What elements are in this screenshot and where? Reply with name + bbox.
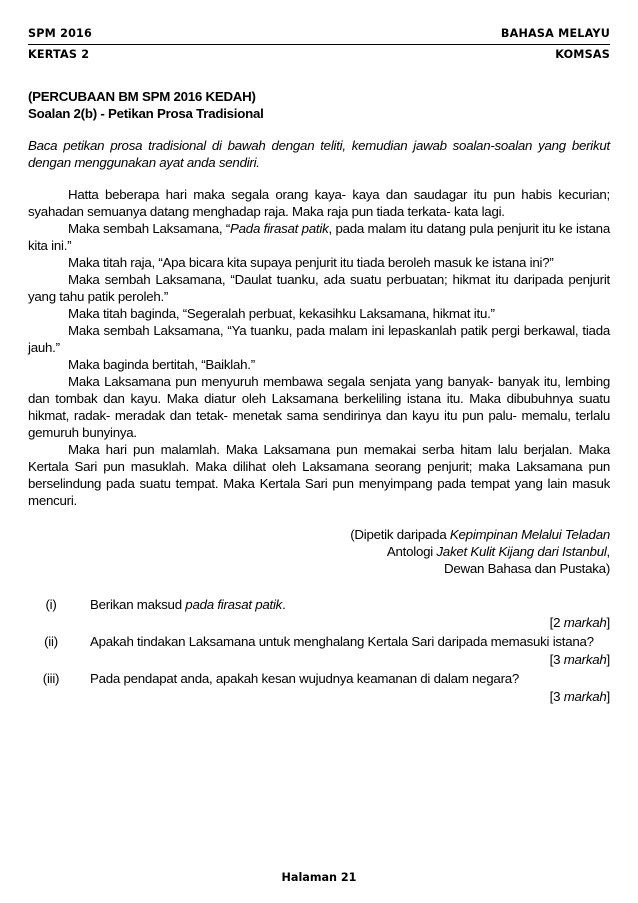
passage-paragraph: Maka titah baginda, “Segeralah perbuat, kekasihku Laksamana, hikmat itu.” [68,306,495,321]
question-marks [28,651,610,668]
passage-paragraph: Maka sembah Laksamana, “Ya tuanku, pada malam ini lepaskanlah patik pergi berkawal, tiada jauh.” [28,323,610,355]
marks-text: ] [606,689,610,704]
question-number: (iii) [42,671,60,686]
question-number: (ii) [44,634,58,649]
question-marks [28,688,610,705]
citation-line-3: Dewan Bahasa dan Pustaka) [444,561,610,576]
citation-story-title: Jaket Kulit Kijang dari Istanbul [436,544,607,559]
section-title [28,88,610,122]
header-subject-name: BAHASA MELAYU [500,27,610,40]
question-text [90,596,610,613]
page-header-top [28,27,610,41]
marks-text: ] [606,615,610,630]
question-text-part: Berikan maksud [90,597,186,612]
header-component: KOMSAS [555,48,610,61]
citation-text: , [606,544,610,559]
question-item [28,596,610,613]
question-text-part: . [282,597,286,612]
section-title-line-1: (PERCUBAAN BM SPM 2016 KEDAH) [28,89,256,104]
instruction-text: Baca petikan prosa tradisional di bawah dengan teliti, kemudian jawab soalan-soalan yang berikut dengan menggunakan ayat anda sendiri. [28,138,610,170]
citation-book-title: Kepimpinan Melalui Teladan [449,527,610,542]
question-text: Apakah tindakan Laksamana untuk menghalang Kertala Sari daripada memasuki istana? [90,634,594,649]
question-italic-phrase: pada firasat patik [185,597,283,612]
document-body [28,88,610,707]
source-citation [28,526,610,577]
passage-paragraph: Maka sembah Laksamana, “Daulat tuanku, ada suatu perbuatan; hikmat itu daripada penjurit yang tahu patik peroleh.” [28,272,610,304]
page-header-bottom [28,48,610,62]
header-divider [28,44,610,45]
question-item [28,670,610,687]
passage-paragraph: Maka hari pun malamlah. Maka Laksamana pun memakai serba hitam lalu berjalan. Maka Kertala Sari pun masuklah. Maka dilihat oleh Laksamana seorang penjurit; maka Laksamana pun berselindung pada suatu tempat. Maka Kertala Sari pun menyimpang pada tempat yang lain masuk mencuri. [28,442,610,508]
marks-text: [3 [549,652,564,667]
citation-line-1 [28,526,610,543]
question-item [28,633,610,650]
question-marks [28,614,610,631]
citation-text: Antologi [386,544,437,559]
question-list [28,596,610,705]
marks-word: markah [563,615,607,630]
question-number: (i) [45,597,57,612]
header-paper: KERTAS 2 [28,48,90,61]
marks-text: ] [606,652,610,667]
passage-paragraph: Hatta beberapa hari maka segala orang kaya- kaya dan saudagar itu pun habis kecurian; syahadan semuanya datang menghadap raja. Maka raja pun tiada terkata- kata lagi. [28,187,610,219]
citation-line-2 [28,543,610,560]
passage-paragraph: Maka titah raja, “Apa bicara kita supaya penjurit itu tiada beroleh masuk ke istana ini?” [68,255,554,270]
marks-text: [2 [549,615,564,630]
section-title-line-2: Soalan 2(b) - Petikan Prosa Tradisional [28,106,264,121]
marks-word: markah [563,652,607,667]
marks-word: markah [563,689,607,704]
passage-text: Maka sembah Laksamana, “ [68,221,231,236]
passage-paragraph: Maka baginda bertitah, “Baiklah.” [68,357,255,372]
passage-text: , pada malam itu datang pula penjurit itu ke istana kita ini.” [28,221,610,253]
passage-italic-phrase: Pada firasat patik [230,221,329,236]
prose-passage [28,186,610,509]
page-footer: Halaman 21 [281,871,357,884]
header-subject-year: SPM 2016 [28,27,93,40]
marks-text: [3 [549,689,564,704]
passage-paragraph [28,220,610,254]
citation-text: (Dipetik daripada [350,527,450,542]
document-page [28,0,610,903]
passage-paragraph: Maka Laksamana pun menyuruh membawa segala senjata yang banyak- banyak itu, lembing dan tombak dan kayu. Maka diatur oleh Laksamana berkeliling istana itu. Maka dibubuhnya suatu hikmat, radak- meradak dan tetak- menetak sama sendirinya dan kayu itu pun palu- memalu, terlalu gemuruh bunyinya. [28,374,610,440]
question-text: Pada pendapat anda, apakah kesan wujudnya keamanan di dalam negara? [90,671,520,686]
